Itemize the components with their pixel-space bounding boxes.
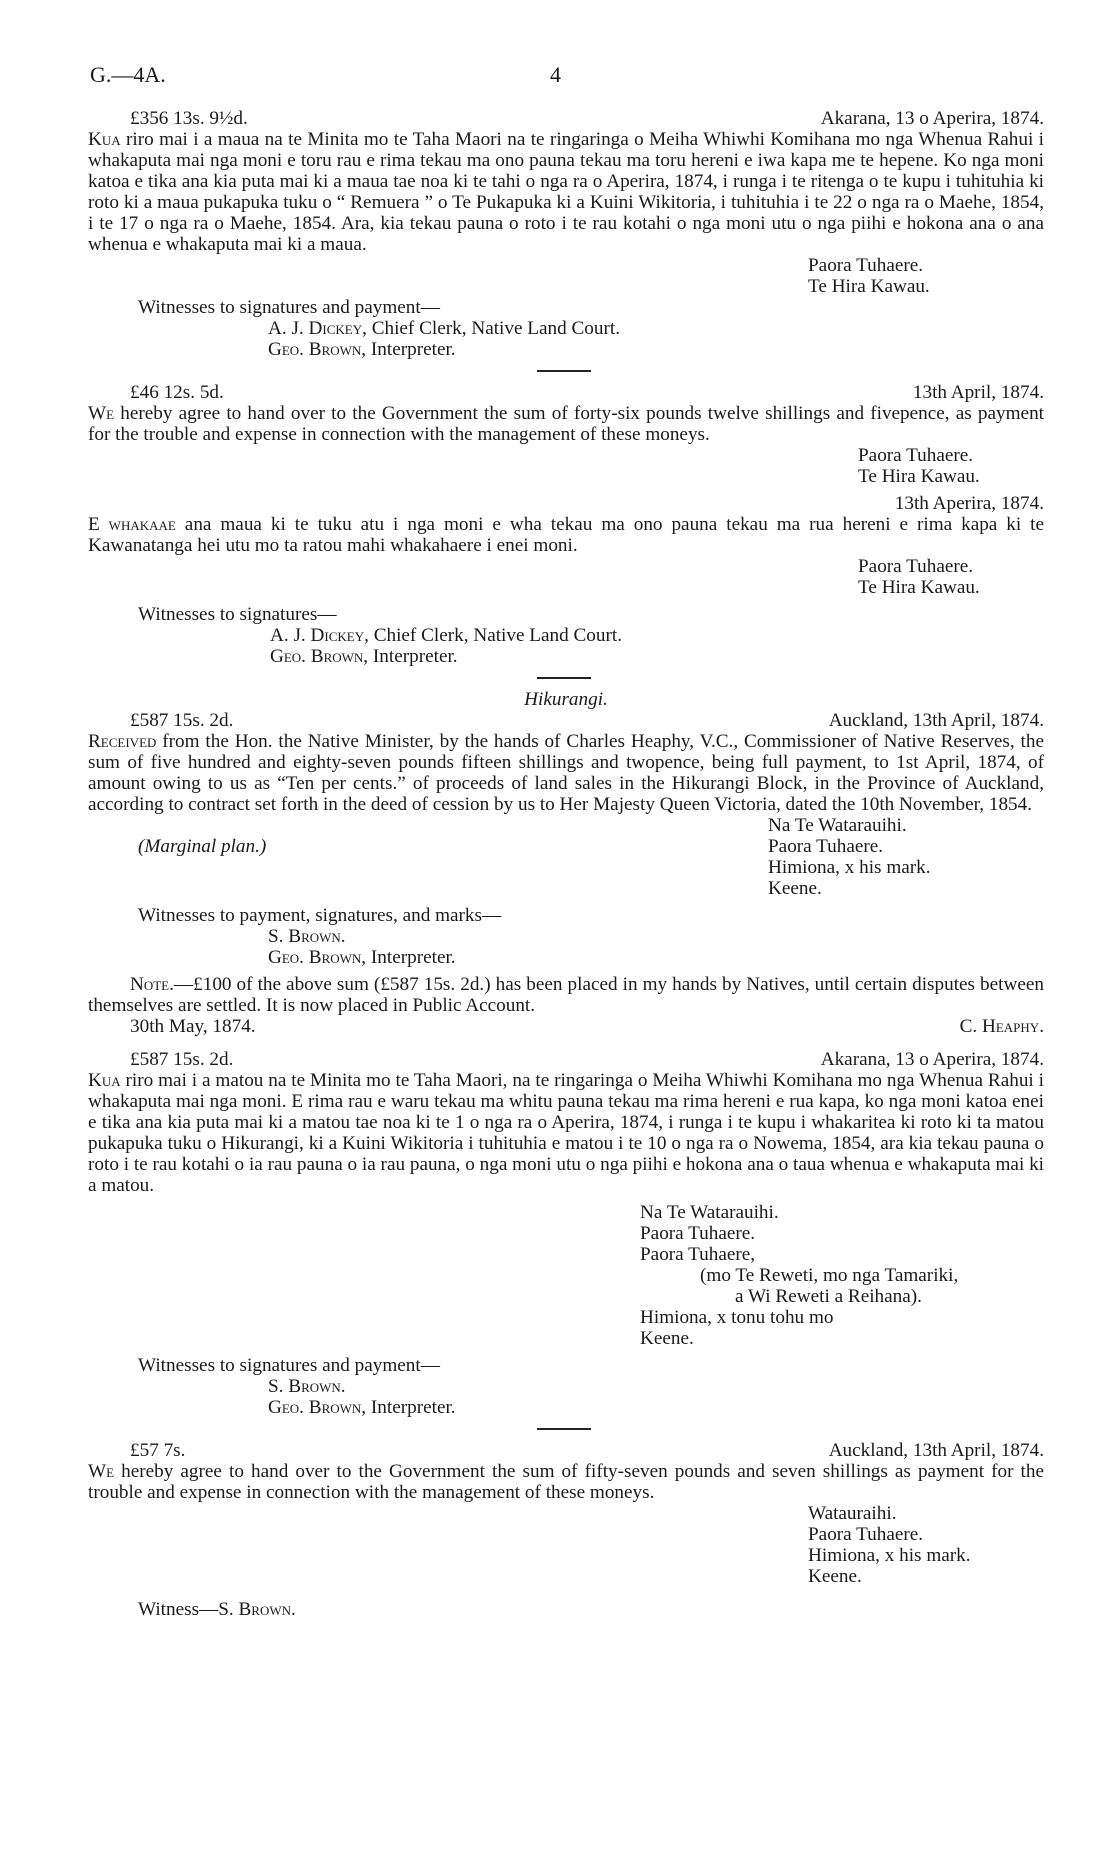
- signatory: Paora Tuhaere.: [858, 556, 974, 577]
- section-divider: [537, 370, 591, 372]
- witness-tail: .: [291, 1599, 296, 1620]
- signatory: Keene.: [808, 1566, 862, 1587]
- signatory-note: (mo Te Reweti, mo nga Tamariki,: [700, 1265, 959, 1286]
- witness-line: [88, 625, 1044, 646]
- note-paragraph: [88, 974, 1044, 1016]
- witness-role: , Interpreter.: [363, 646, 458, 667]
- paragraph-text: riro mai i a matou na te Minita mo te Taha Maori, na te ringaringa o Meiha Whiwhi Komihana mo nga Whenua Rahui i whakaputa mai nga moni. E rima rau e waru tekau ma whitu pauna tekau ma rima hereni e rua kapa, ko nga moni katoa enei e tika ana kia puta mai ki a matou tae noa ki te 1 o nga ra o Aperira, 1874, i runga i te kupu i whakaritea ki roto ki ta matou pukapuka tuku o Hikurangi, ki a Kuini Wikitoria i tuhituhia e matou i te 10 o nga ra o Nowema, 1854, ara kia tekau pauna o roto i te rau kotahi o ia rau pauna o ia rau pauna, o nga moni utu o nga piihi e hokona ana o taua whenua e whakaputa mai ki a matou.: [88, 1070, 1044, 1196]
- witness-label: Witnesses to signatures and payment—: [138, 297, 440, 318]
- witness-line: [88, 318, 1044, 339]
- note-signature: C. Heaphy.: [959, 1016, 1044, 1037]
- paragraph-text: from the Hon. the Native Minister, by the hands of Charles Heaphy, V.C., Commissioner of Native Reserves, the sum of five hundred and eighty-seven pounds fifteen shillings and twopence, being full payment, to 1st April, 1874, of amount owing to us as “Ten per cents.” of proceeds of land sales in the Hikurangi Block, in the Province of Auckland, according to contract set forth in the deed of cession by us to Her Majesty Queen Victoria, dated the 10th November, 1854.: [88, 731, 1044, 815]
- paragraph-text: hereby agree to hand over to the Government the sum of fifty-seven pounds and seven shillings as payment for the trouble and expense in connection with the management of these moneys.: [88, 1461, 1044, 1503]
- document-body: [88, 108, 1044, 1620]
- signatory: Himiona, x his mark.: [808, 1545, 971, 1566]
- witness-name: A. J. Dickey: [270, 625, 365, 646]
- agreement-heading-row: [88, 382, 1044, 403]
- witness-line: [88, 1599, 1044, 1620]
- witness-label: Witnesses to signatures—: [138, 604, 337, 625]
- marginal-plan-label: (Marginal plan.): [138, 836, 267, 857]
- agreement-paragraph: [88, 1461, 1044, 1503]
- receipt-hikurangi-english: [88, 689, 1044, 1037]
- witness-name: A. J. Dickey: [268, 318, 363, 339]
- page-header: [90, 62, 1024, 92]
- signatory: Paora Tuhaere.: [808, 1524, 924, 1545]
- agreement-paragraph: [88, 403, 1044, 445]
- paragraph-text: hereby agree to hand over to the Government the sum of forty-six pounds twelve shillings and fivepence, as payment for the trouble and expense in connection with the management of these moneys.: [88, 403, 1044, 445]
- witness-role: , Interpreter.: [361, 1397, 456, 1418]
- signatory: Paora Tuhaere,: [640, 1244, 756, 1265]
- signatory: Na Te Watarauihi.: [768, 815, 907, 836]
- marginal-plan-cell: [88, 815, 768, 899]
- receipt-paragraph: [88, 129, 1044, 255]
- signatory: Keene.: [768, 878, 822, 899]
- lead-word: We: [88, 1461, 115, 1482]
- witness-name: S. Brown.: [268, 926, 346, 947]
- witness-line: [88, 1397, 1044, 1418]
- signatory: Te Hira Kawau.: [858, 577, 980, 598]
- signatory-block: [768, 815, 931, 899]
- receipt-paragraph: [88, 731, 1044, 815]
- section-heading: Hikurangi.: [524, 689, 608, 710]
- section-divider: [537, 1428, 591, 1430]
- signatory: Paora Tuhaere.: [640, 1223, 756, 1244]
- signatory: Na Te Watarauihi.: [640, 1202, 779, 1223]
- agreement-amount: £57 7s.: [130, 1440, 186, 1461]
- witness-role: , Chief Clerk, Native Land Court.: [362, 318, 621, 339]
- receipt-amount: £587 15s. 2d.: [130, 1049, 234, 1070]
- witness-name: Geo. Brown: [268, 947, 362, 968]
- receipt-date: Akarana, 13 o Aperira, 1874.: [820, 1049, 1044, 1070]
- section-divider: [537, 677, 591, 679]
- signatory: Paora Tuhaere.: [858, 445, 974, 466]
- witness-name: Geo. Brown: [268, 339, 362, 360]
- signatory: Paora Tuhaere.: [808, 255, 924, 276]
- witness-line: [88, 1376, 1044, 1397]
- lead-word: Received: [88, 731, 157, 752]
- signatory: Himiona, x his mark.: [768, 857, 931, 878]
- note-date: 30th May, 1874.: [130, 1016, 256, 1037]
- note-lead: Note: [130, 974, 170, 995]
- witness-name: Geo. Brown: [270, 646, 364, 667]
- receipt-heading-row: [88, 1049, 1044, 1070]
- witness-role: , Chief Clerk, Native Land Court.: [364, 625, 623, 646]
- lead-word: E whakaae: [88, 514, 176, 535]
- marginal-plan-block: [88, 815, 1044, 899]
- witness-line: [88, 947, 1044, 968]
- agreement-date: 13th April, 1874.: [912, 382, 1044, 403]
- paragraph-text: riro mai i a maua na te Minita mo te Taha Maori na te ringaringa o Meiha Whiwhi Komihana mo nga Whenua Rahui i whakaputa mai nga moni e toru rau e rima tekau ma ono pauna tekau ma toru hereni e iwa kapa me te hepene. Ko nga moni katoa e tika ana kia puta mai ki a maua tae noa ki te tahi o nga ra o Aperira, 1874, i runga i te ritenga o te kupu i tuhituhia ki roto ki a maua pukapuka tuku o “ Remuera ” o Te Pukapuka ki a Kuini Wikitoria, i tuhituhia i te 22 o nga ra o Maehe, 1854, i te 17 o nga ra o Maehe, 1854. Ara, kia tekau pauna o roto i te rau kotahi o nga moni utu o nga piihi e hokona ana o ana whenua e whakaputa mai ki a maua.: [88, 129, 1044, 255]
- witness-line: [88, 646, 1044, 667]
- witness-name: Brown: [238, 1599, 292, 1620]
- witness-role: , Interpreter.: [361, 947, 456, 968]
- agreement-amount: £46 12s. 5d.: [130, 382, 224, 403]
- witness-label: Witness—S.: [138, 1599, 239, 1620]
- signatory: Watauraihi.: [808, 1503, 897, 1524]
- agreement-date-maori: 13th Aperira, 1874.: [894, 493, 1044, 514]
- lead-word: We: [88, 403, 115, 424]
- receipt-heading-row: [88, 710, 1044, 731]
- note-text: .—£100 of the above sum (£587 15s. 2d.) has been placed in my hands by Natives, until certain disputes between themselves are settled. It is now placed in Public Account.: [88, 974, 1044, 1016]
- witness-name: Geo. Brown: [268, 1397, 362, 1418]
- lead-word: Kua: [88, 1070, 121, 1091]
- signatory: Paora Tuhaere.: [768, 836, 884, 857]
- witness-role: , Interpreter.: [361, 339, 456, 360]
- signatory: Keene.: [640, 1328, 694, 1349]
- signatory: Te Hira Kawau.: [858, 466, 980, 487]
- receipt-amount: £587 15s. 2d.: [130, 710, 234, 731]
- witness-line: [88, 926, 1044, 947]
- paragraph-text: ana maua ki te tuku atu i nga moni e wha tekau ma ono pauna tekau ma rua hereni e rima kapa ki te Kawanatanga hei utu mo ta ratou mahi whakahaere i enei moni.: [88, 514, 1045, 556]
- receipt-amount: £356 13s. 9½d.: [130, 108, 248, 129]
- witness-label: Witnesses to signatures and payment—: [138, 1355, 440, 1376]
- witness-label: Witnesses to payment, signatures, and marks—: [138, 905, 502, 926]
- signatory-note: a Wi Reweti a Reihana).: [735, 1286, 922, 1307]
- receipt-date: Auckland, 13th April, 1874.: [828, 710, 1044, 731]
- witness-line: [88, 339, 1044, 360]
- page-number: 4: [550, 62, 561, 87]
- agreement-english-maori: [88, 382, 1044, 667]
- receipt-remuera-maori: [88, 108, 1044, 360]
- agreement-heading-row: [88, 1440, 1044, 1461]
- agreement-hikurangi-english: [88, 1440, 1044, 1620]
- document-reference: G.—4A.: [90, 62, 166, 87]
- lead-word: Kua: [88, 129, 121, 150]
- agreement-paragraph-maori: [88, 514, 1044, 556]
- signatory: Te Hira Kawau.: [808, 276, 930, 297]
- receipt-date: Akarana, 13 o Aperira, 1874.: [820, 108, 1044, 129]
- receipt-paragraph: [88, 1070, 1044, 1196]
- note-footer-row: [88, 1016, 1044, 1037]
- signatory-block: [88, 1503, 1044, 1587]
- witness-name: S. Brown.: [268, 1376, 346, 1397]
- receipt-heading-row: [88, 108, 1044, 129]
- agreement-date: Auckland, 13th April, 1874.: [828, 1440, 1044, 1461]
- signatory: Himiona, x tonu tohu mo: [640, 1307, 834, 1328]
- receipt-hikurangi-maori: [88, 1049, 1044, 1418]
